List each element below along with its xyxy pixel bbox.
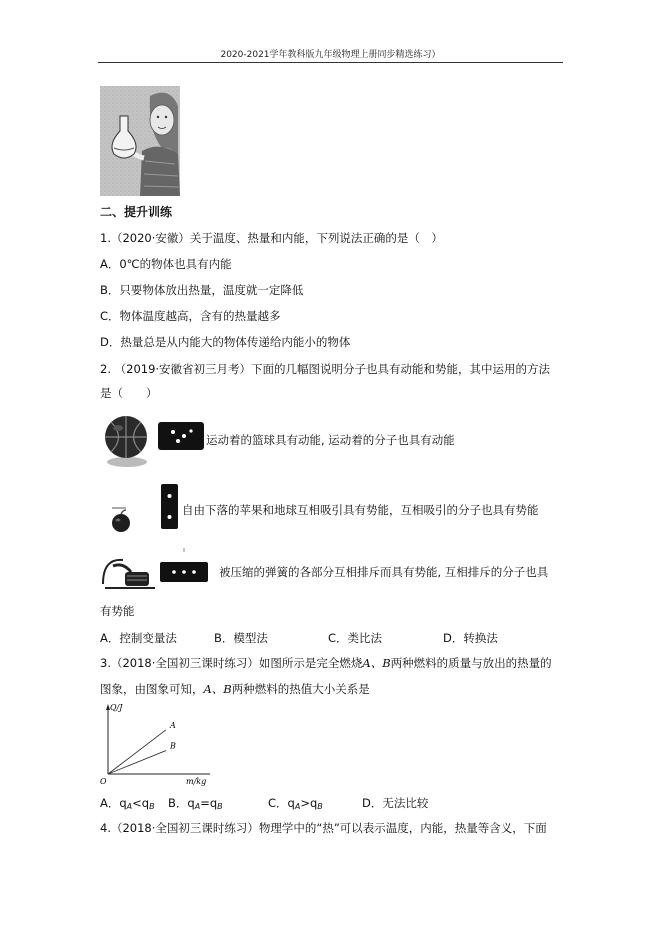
heat-mass-graph [98, 700, 214, 786]
q3-option-b [168, 795, 223, 811]
q3-fuel-ab-2: A、B [203, 682, 232, 696]
q2-option-b: B．模型法 [214, 631, 268, 645]
q2-caption-3: 被压缩的弹簧的各部分互相排斥而具有势能, 互相排斥的分子也具 [219, 565, 549, 579]
q2-caption-3-cont: 有势能 [100, 604, 135, 618]
q3-option-a-q2: q [141, 796, 150, 810]
q2-option-a: A．控制变量法 [100, 631, 177, 645]
q3-option-c-op: > [300, 796, 310, 810]
q3-option-a-sub1: A [126, 802, 133, 811]
page-header-title: 2020-2021学年教科版九年级物理上册同步精选练习） [220, 50, 441, 60]
x-axis-label: m/kg [186, 777, 207, 786]
q3-option-a-sub2: B [149, 802, 155, 811]
q3-option-b-q2: q [209, 796, 218, 810]
q3-option-a-prefix: A．q [100, 796, 127, 810]
origin-label: O [100, 777, 107, 786]
q2-caption-1: 运动着的篮球具有动能, 运动着的分子也具有动能 [206, 433, 455, 447]
apple-icon [104, 505, 138, 533]
q3-stem-line1 [100, 656, 552, 670]
q3-option-c [268, 795, 323, 811]
q3-stem-part4: 两种燃料的热值大小关系是 [231, 682, 370, 696]
q3-option-c-prefix: C．q [268, 796, 295, 810]
q3-option-c-sub1: A [294, 802, 301, 811]
q3-option-a [100, 795, 155, 811]
girl-with-flask-illustration [100, 86, 180, 196]
compressed-spring-icon [101, 552, 157, 592]
q1-option-c: C．物体温度越高，含有的热量越多 [100, 309, 281, 323]
q1-option-b: B．只要物体放出热量，温度就一定降低 [100, 283, 304, 297]
repelling-molecules-box [160, 548, 208, 582]
q2-option-d: D．转换法 [443, 631, 498, 645]
q1-option-a: A．0℃的物体也具有内能 [100, 257, 232, 271]
moving-molecules-box [158, 422, 204, 450]
q4-stem: 4.（2018·全国初三课时练习）物理学中的“热”可以表示温度，内能，热量等含义，下面 [100, 821, 547, 835]
y-axis-label: Q/J [110, 703, 123, 712]
q3-stem-part1: 3.（2018·全国初三课时练习）如图所示是完全燃烧 [100, 656, 363, 670]
line-b-label: B [170, 741, 176, 751]
header-divider [98, 62, 563, 63]
q3-option-c-q2: q [309, 796, 318, 810]
section-title: 二、提升训练 [100, 205, 173, 219]
q2-option-c: C．类比法 [328, 631, 383, 645]
q2-caption-2: 自由下落的苹果和地球互相吸引具有势能，互相吸引的分子也具有势能 [182, 503, 539, 517]
q3-option-b-op: = [200, 796, 210, 810]
q3-stem-part2: 两种燃料的质量与放出的热量的 [390, 656, 552, 670]
attracting-molecules-box [161, 484, 178, 529]
line-a [108, 730, 166, 774]
q3-option-a-op: < [132, 796, 142, 810]
basketball-icon [101, 414, 153, 468]
q3-option-b-prefix: B．q [168, 796, 195, 810]
q3-stem-part3: 图象，由图象可知， [100, 682, 204, 696]
q3-fuel-ab-1: A、B [362, 656, 391, 670]
q3-option-d: D．无法比较 [362, 796, 429, 810]
q2-stem-line2: 是（ ） [100, 386, 158, 400]
q2-stem-line1: 2. （2019·安徽省初三月考）下面的几幅图说明分子也具有动能和势能，其中运用的方法 [100, 362, 551, 376]
q1-stem: 1.（2020·安徽）关于温度、热量和内能，下列说法正确的是（ ） [100, 231, 443, 245]
q3-option-b-sub1: A [194, 802, 201, 811]
q3-option-c-sub2: B [317, 802, 323, 811]
q3-option-b-sub2: B [217, 802, 223, 811]
q1-option-d: D．热量总是从内能大的物体传递给内能小的物体 [100, 335, 351, 349]
line-a-label: A [170, 720, 176, 730]
q3-stem-line2 [100, 682, 370, 696]
line-b [108, 751, 166, 774]
